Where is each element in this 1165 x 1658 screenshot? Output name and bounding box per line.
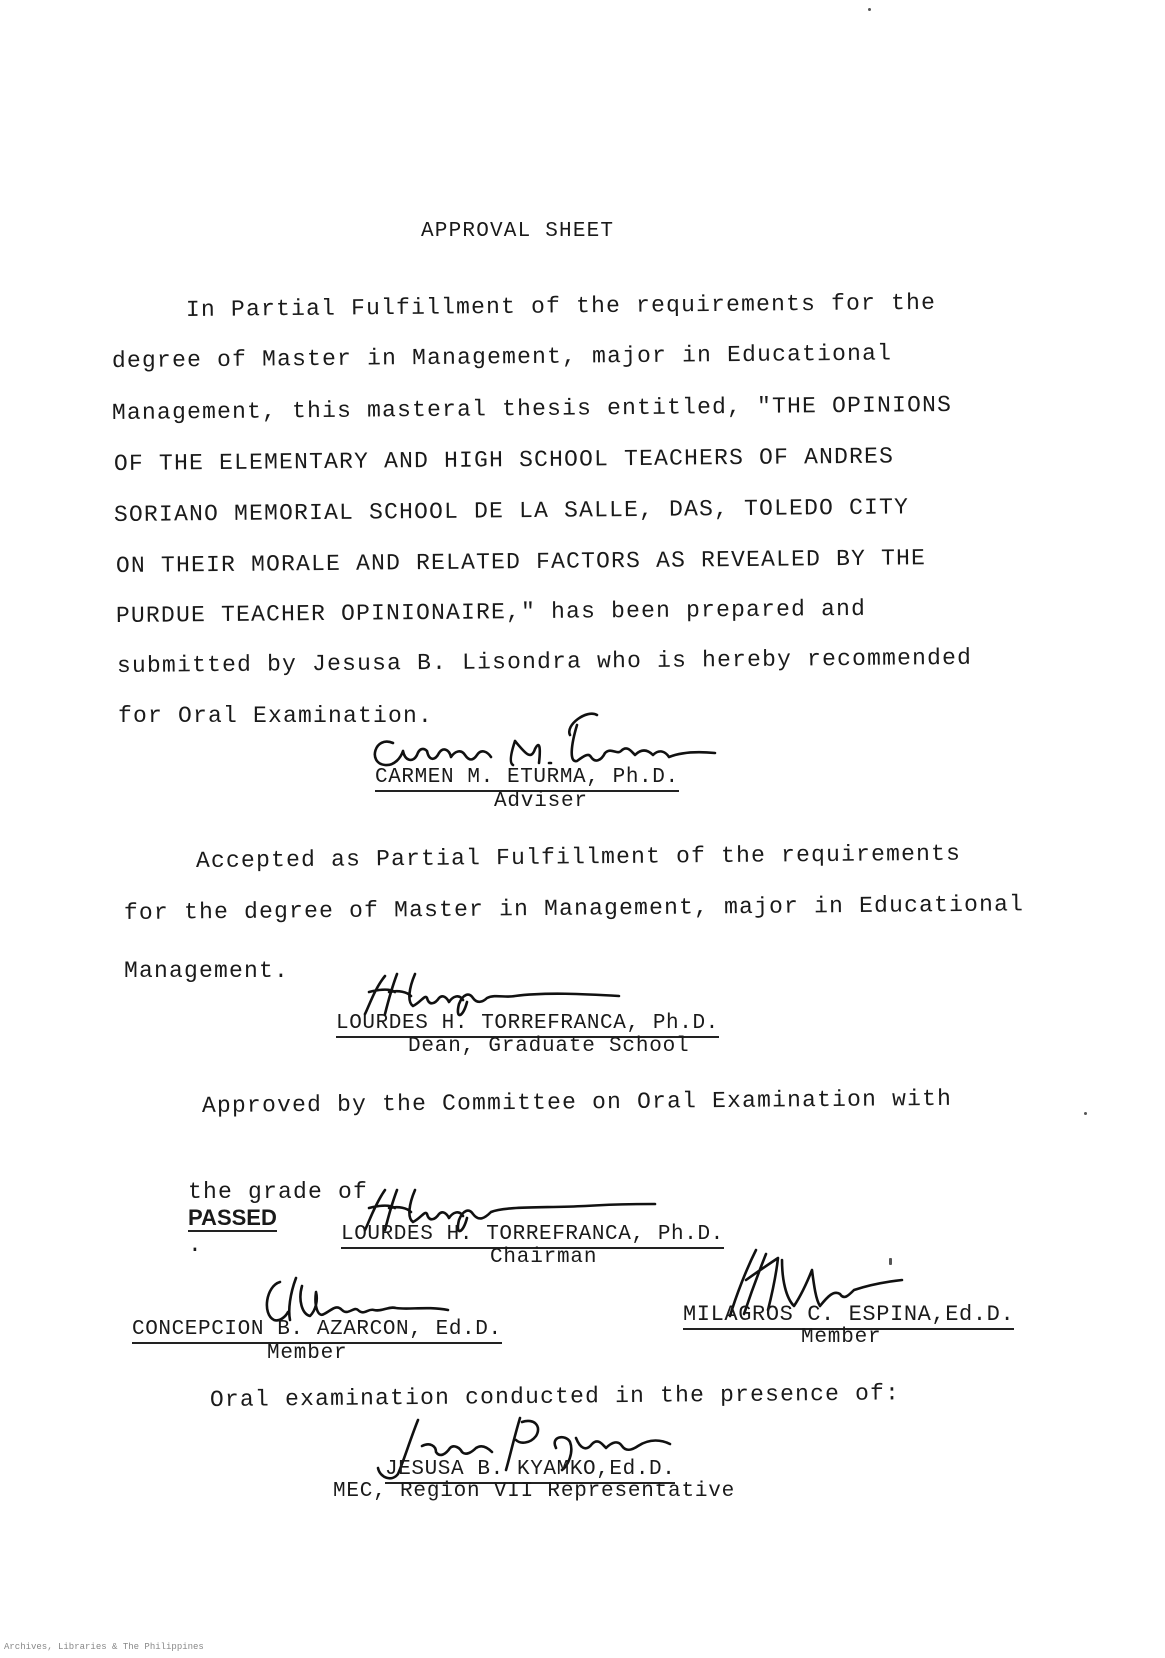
paragraph-line: submitted by Jesusa B. Lisondra who is hereby recommended [116, 644, 973, 679]
scan-footer-note: Archives, Libraries & The Philippines [4, 1642, 204, 1652]
paragraph-line: for Oral Examination. [118, 703, 434, 729]
paragraph-line: for the degree of Master in Management, major in Educational [123, 891, 1025, 926]
paragraph-line: SORIANO MEMORIAL SCHOOL DE LA SALLE, DAS, TOLEDO CITY [113, 494, 910, 528]
grade-stamp: PASSED [188, 1205, 277, 1230]
dean-name: LOURDES H. TORREFRANCA, Ph.D. [336, 1012, 719, 1038]
paragraph-line: Accepted as Partial Fulfillment of the requirements [195, 840, 962, 874]
paragraph-line: In Partial Fulfillment of the requirements for the [185, 289, 937, 323]
dean-title: Dean, Graduate School [408, 1035, 690, 1058]
paragraph-line: Management. [124, 958, 290, 984]
page-title: APPROVAL SHEET [421, 220, 615, 243]
chairman-name: LOURDES H. TORREFRANCA, Ph.D. [341, 1223, 724, 1249]
committee-line: Approved by the Committee on Oral Examination with [201, 1085, 953, 1119]
grade-suffix: . [188, 1232, 204, 1258]
paper-speck [868, 8, 871, 11]
member2-name: MILAGROS C. ESPINA,Ed.D. [683, 1302, 1014, 1330]
grade-prefix: the grade of [188, 1179, 369, 1205]
representative-name: JESUSA B. KYAMKO,Ed.D. [385, 1458, 675, 1484]
paragraph-line: Management, this masteral thesis entitled, "THE OPINIONS [111, 391, 953, 426]
member1-title: Member [267, 1342, 348, 1365]
paragraph-line: OF THE ELEMENTARY AND HIGH SCHOOL TEACHERS OF ANDRES [113, 443, 895, 477]
member1-name: CONCEPCION B. AZARCON, Ed.D. [132, 1318, 502, 1344]
adviser-name: CARMEN M. ETURMA, Ph.D. [375, 766, 679, 792]
adviser-signature [365, 705, 725, 775]
adviser-title: Adviser [494, 790, 588, 813]
paragraph-line: ON THEIR MORALE AND RELATED FACTORS AS REVEALED BY THE [115, 545, 927, 579]
paragraph-line: degree of Master in Management, major in Educational [111, 340, 893, 374]
chairman-title: Chairman [490, 1246, 598, 1269]
paragraph-line: PURDUE TEACHER OPINIONAIRE," has been prepared and [115, 595, 867, 629]
presence-line: Oral examination conducted in the presence of: [209, 1380, 901, 1413]
grade-line [128, 1153, 368, 1284]
representative-title: MEC, Region VII Representative [333, 1480, 736, 1503]
paper-speck [1084, 1112, 1087, 1115]
member2-title: Member [801, 1326, 882, 1349]
